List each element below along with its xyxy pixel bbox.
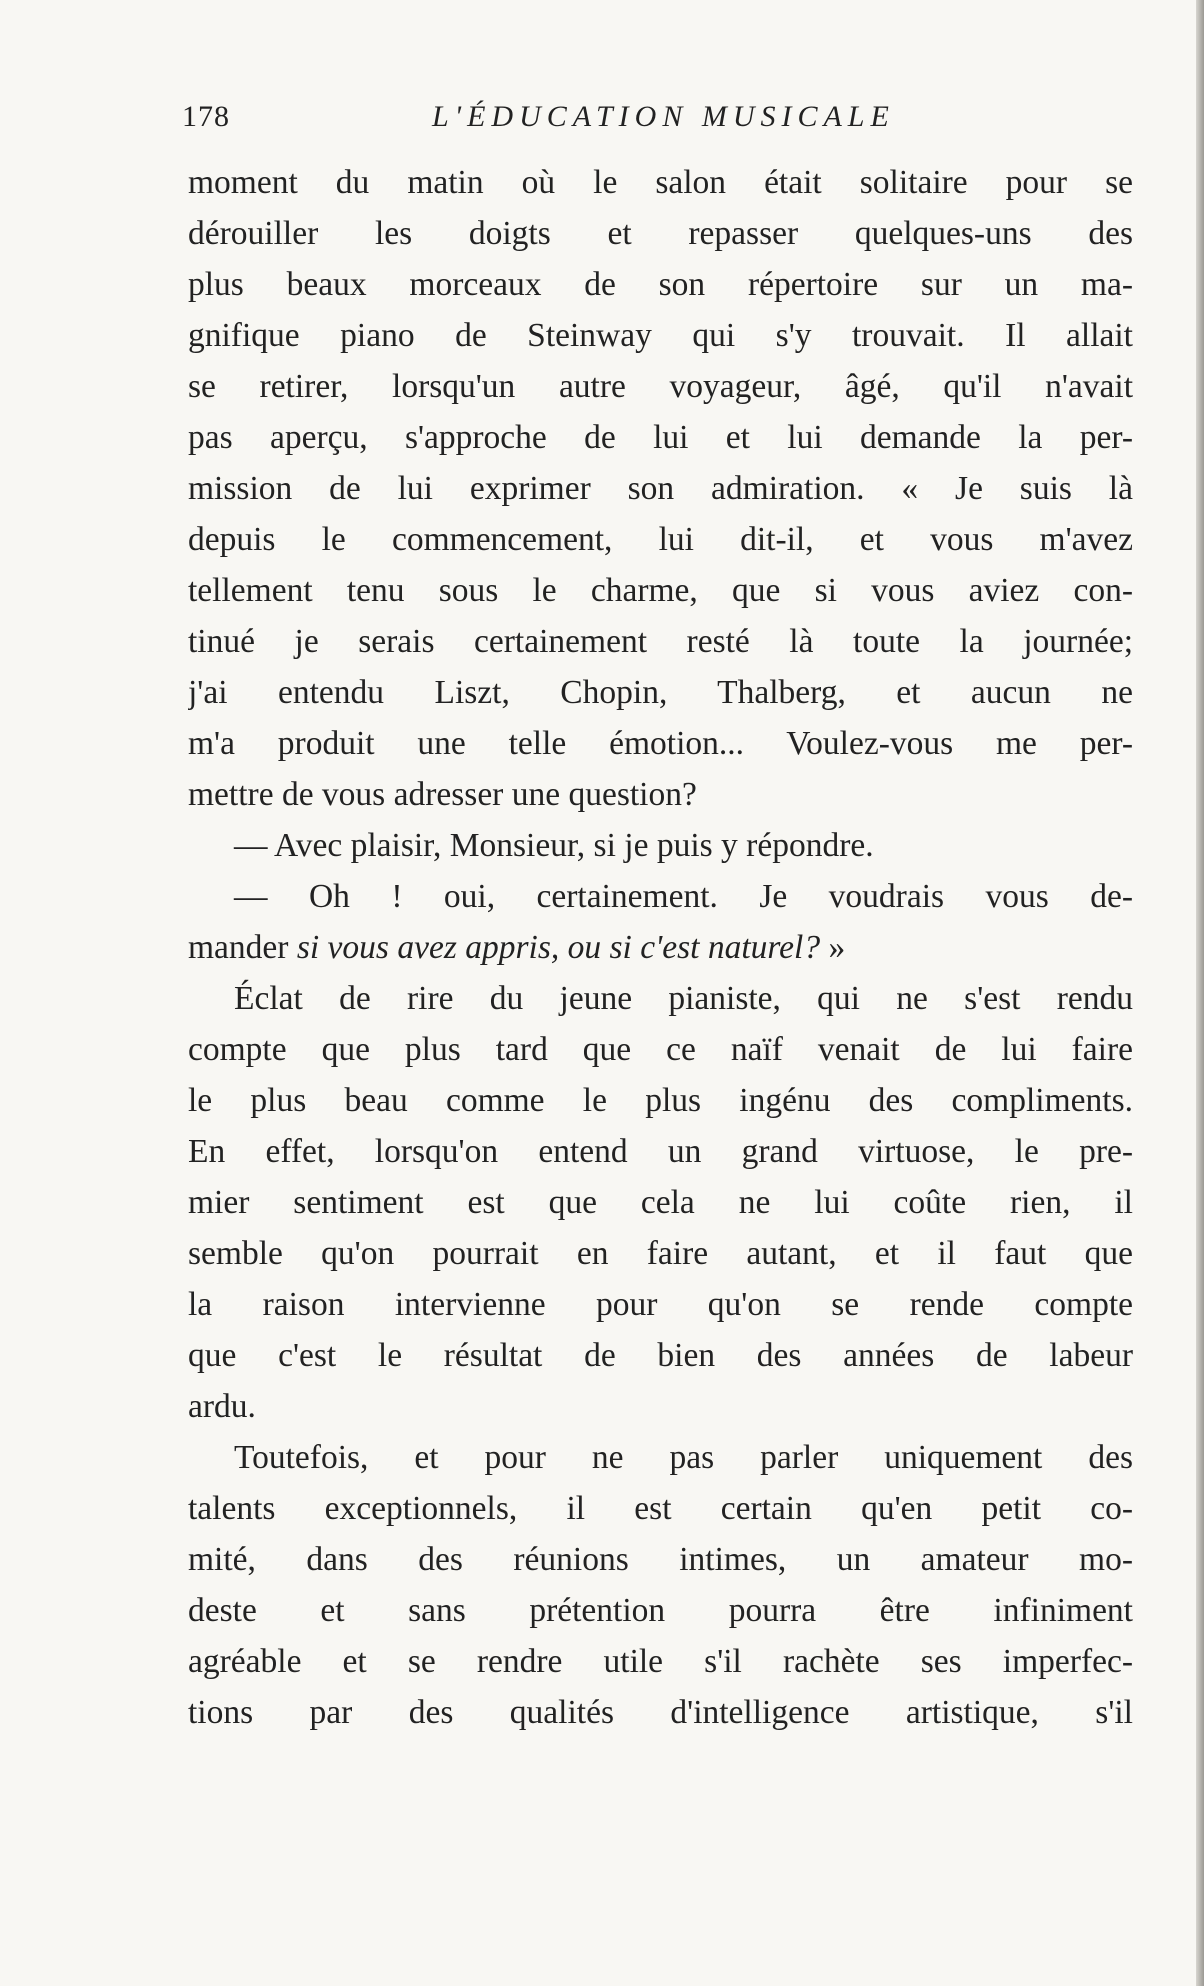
text-segment: mander [188, 929, 297, 966]
text-line: que c'est le résultat de bien des années de labeur [188, 1337, 1133, 1374]
page-header [182, 100, 1132, 140]
text-line: mier sentiment est que cela ne lui coûte rien, il [188, 1184, 1133, 1221]
text-line: tellement tenu sous le charme, que si vous aviez con- [188, 572, 1133, 609]
text-line-mixed [188, 922, 1133, 973]
page-edge-shadow [1196, 0, 1204, 1986]
text-line: Éclat de rire du jeune pianiste, qui ne s'est rendu [234, 980, 1133, 1017]
text-line: — Oh ! oui, certainement. Je voudrais vous de- [234, 878, 1133, 915]
text-segment: » [820, 929, 846, 966]
text-line: mission de lui exprimer son admiration. « Je suis là [188, 470, 1133, 507]
text-line: mité, dans des réunions intimes, un amateur mo- [188, 1541, 1133, 1578]
text-line: plus beaux morceaux de son répertoire sur un ma- [188, 266, 1133, 303]
text-line: Toutefois, et pour ne pas parler uniquement des [234, 1439, 1133, 1476]
text-line: En effet, lorsqu'on entend un grand virtuose, le pre- [188, 1133, 1133, 1170]
text-line: moment du matin où le salon était solitaire pour se [188, 164, 1133, 201]
text-line: semble qu'on pourrait en faire autant, et il faut que [188, 1235, 1133, 1272]
text-line: talents exceptionnels, il est certain qu'en petit co- [188, 1490, 1133, 1527]
text-line: tions par des qualités d'intelligence artistique, s'il [188, 1694, 1133, 1731]
text-line: pas aperçu, s'approche de lui et lui demande la per- [188, 419, 1133, 456]
text-line: gnifique piano de Steinway qui s'y trouvait. Il allait [188, 317, 1133, 354]
text-line: se retirer, lorsqu'un autre voyageur, âgé, qu'il n'avait [188, 368, 1133, 405]
text-line: dérouiller les doigts et repasser quelques-uns des [188, 215, 1133, 252]
text-line: deste et sans prétention pourra être infiniment [188, 1592, 1133, 1629]
italic-question: si vous avez appris, ou si c'est naturel? [296, 929, 821, 966]
text-line: agréable et se rendre utile s'il rachète ses imperfec- [188, 1643, 1133, 1680]
text-line: compte que plus tard que ce naïf venait de lui faire [188, 1031, 1133, 1068]
text-line: le plus beau comme le plus ingénu des compliments. [188, 1082, 1133, 1119]
text-line: — Avec plaisir, Monsieur, si je puis y répondre. [234, 827, 874, 864]
body-text [188, 157, 1133, 1738]
text-line: tinué je serais certainement resté là toute la journée; [188, 623, 1133, 660]
text-line: ardu. [188, 1388, 256, 1425]
text-line: depuis le commencement, lui dit-il, et vous m'avez [188, 521, 1133, 558]
text-line: j'ai entendu Liszt, Chopin, Thalberg, et aucun ne [188, 674, 1133, 711]
text-line: mettre de vous adresser une question? [188, 776, 697, 813]
text-line: la raison intervienne pour qu'on se rende compte [188, 1286, 1133, 1323]
text-line: m'a produit une telle émotion... Voulez-vous me per- [188, 725, 1133, 762]
running-title: L'ÉDUCATION MUSICALE [432, 100, 895, 133]
page-number: 178 [182, 100, 230, 133]
